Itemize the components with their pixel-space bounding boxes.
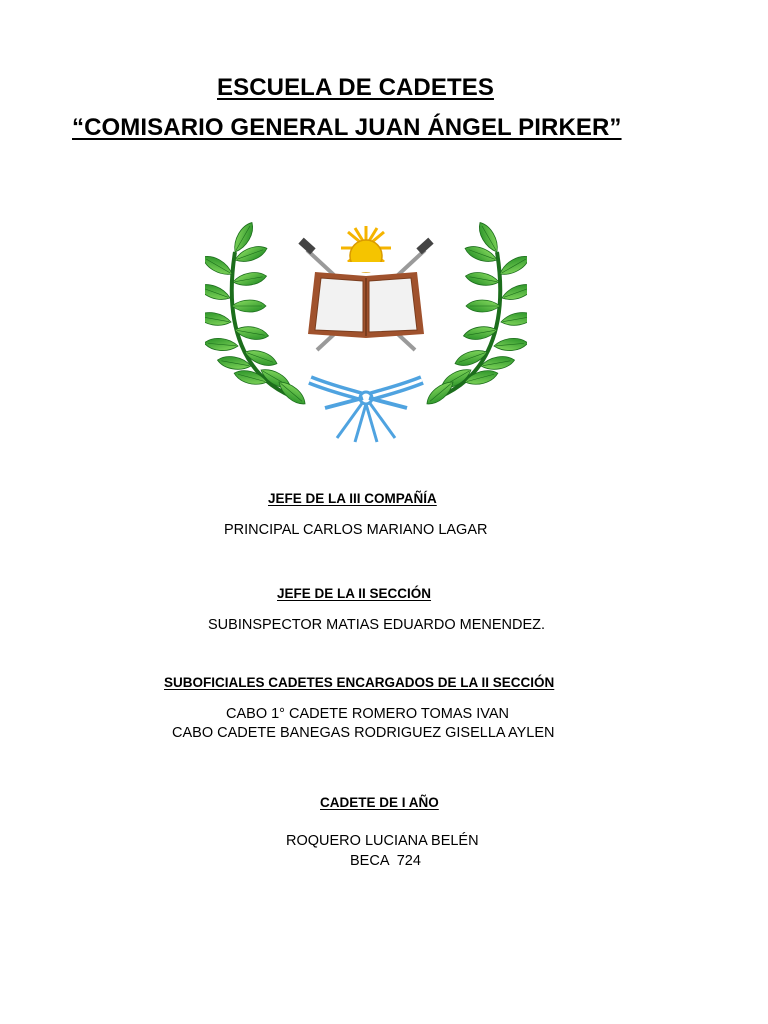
left-laurel-branch (205, 220, 309, 409)
nco-cadets-heading: SUBOFICIALES CADETES ENCARGADOS DE LA II SECCIÓN (164, 675, 555, 690)
police-academy-crest-icon (205, 212, 527, 444)
section-chief-heading: JEFE DE LA II SECCIÓN (277, 586, 432, 601)
nco-cadet-name-1: CABO 1° CADETE ROMERO TOMAS IVAN (226, 706, 509, 722)
nco-cadet-name-2: CABO CADETE BANEGAS RODRIGUEZ GISELLA AYLEN (172, 725, 555, 741)
company-chief-name: PRINCIPAL CARLOS MARIANO LAGAR (224, 522, 488, 538)
company-chief-heading: JEFE DE LA III COMPAÑÍA (268, 491, 437, 506)
right-laurel-branch (423, 220, 527, 409)
cadet-scholarship: BECA 724 (350, 853, 421, 869)
sun-of-may-icon (341, 226, 391, 272)
first-year-cadet-heading: CADETE DE I AÑO (320, 795, 439, 810)
school-subtitle: “COMISARIO GENERAL JUAN ÁNGEL PIRKER” (72, 114, 622, 141)
open-book-icon (308, 272, 424, 338)
cadet-name: ROQUERO LUCIANA BELÉN (286, 833, 479, 849)
school-title: ESCUELA DE CADETES (217, 74, 494, 101)
section-chief-name: SUBINSPECTOR MATIAS EDUARDO MENENDEZ. (208, 617, 546, 633)
flag-ribbon-icon (310, 380, 422, 442)
